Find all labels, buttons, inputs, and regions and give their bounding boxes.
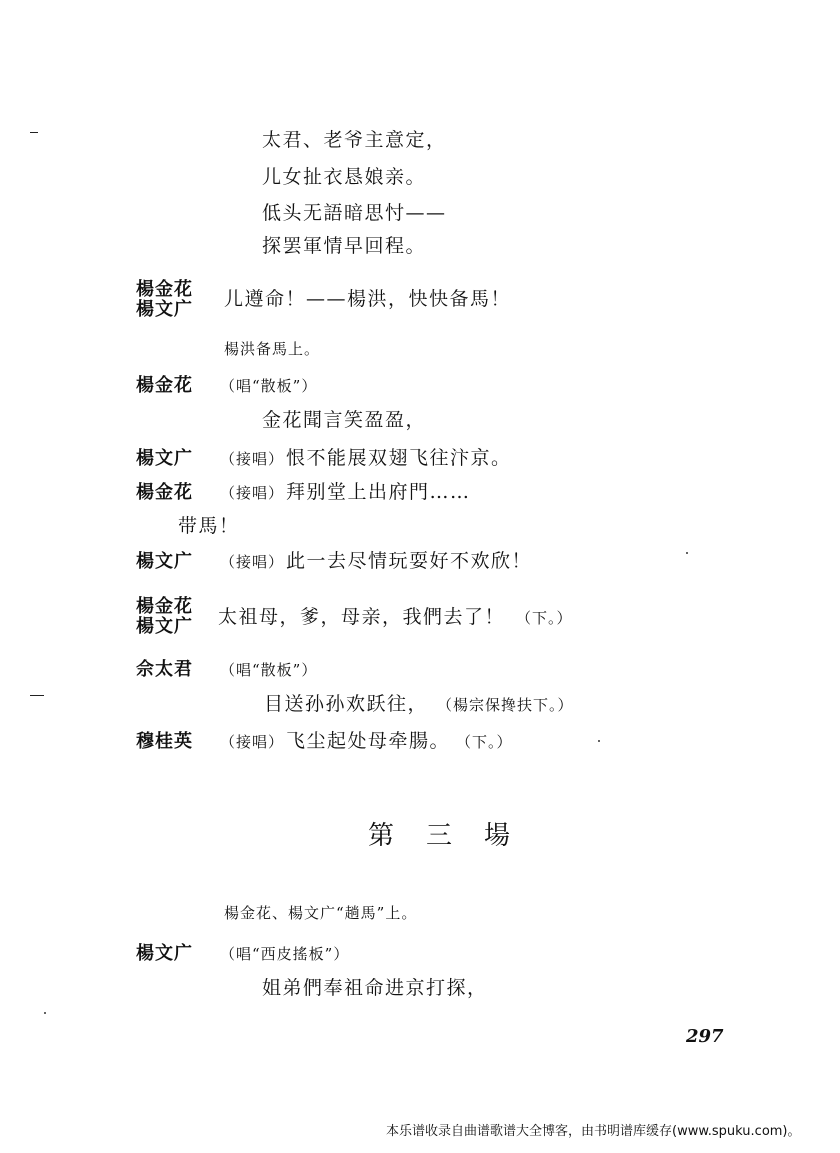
performance-note: （唱“西皮搖板”）: [220, 945, 350, 963]
verse-line: 恨不能展双翅飞往汴京。: [286, 447, 512, 469]
stage-direction: 楊金花、楊文广“趟馬”上。: [224, 904, 418, 922]
verse-line: 太君、老爷主意定，: [262, 129, 447, 151]
verse-line: 拜别堂上出府門……: [286, 481, 471, 503]
verse-line: 探罢軍情早回程。: [262, 235, 427, 257]
speaker-label: 穆桂英: [136, 731, 193, 752]
performance-note: （唱“散板”）: [220, 661, 318, 679]
speck: [598, 740, 600, 742]
speaker-label: 佘太君: [136, 659, 193, 680]
speck: [686, 552, 688, 554]
speaker-label: 楊金花: [136, 375, 193, 396]
stage-direction: （楊宗保搀扶下。）: [437, 696, 574, 714]
stage-direction: （下。）: [516, 609, 573, 627]
speaker-label: 楊文广: [136, 616, 193, 637]
speaker-label: 楊文广: [136, 943, 193, 964]
stage-direction: （下。）: [456, 733, 513, 751]
performance-note: （接唱）: [220, 484, 285, 502]
verse-line: 飞尘起处母牵腸。: [286, 730, 451, 752]
dialogue-line: 带馬！: [178, 515, 240, 537]
verse-line: 此一去尽情玩耍好不欢欣！: [286, 550, 533, 572]
speaker-label: 楊文广: [136, 299, 193, 320]
speaker-label: 楊文广: [136, 448, 193, 469]
verse-line: 儿女扯衣恳娘亲。: [262, 166, 427, 188]
dialogue-line: 儿遵命！——楊洪，快快备馬！: [224, 288, 512, 310]
margin-mark: [30, 132, 38, 133]
verse-line: 姐弟們奉祖命进京打探，: [262, 977, 488, 999]
verse-line: 金花聞言笑盈盈，: [262, 409, 427, 431]
speaker-label: 楊文广: [136, 551, 193, 572]
stage-direction: 楊洪备馬上。: [224, 340, 321, 358]
performance-note: （接唱）: [220, 733, 285, 751]
verse-line: 低头无語暗思忖——: [262, 202, 447, 224]
scene-title: 第三場: [368, 821, 543, 851]
page-number: 297: [686, 1026, 724, 1047]
verse-line: 目送孙孙欢跃往，: [264, 693, 429, 715]
speaker-label: 楊金花: [136, 482, 193, 503]
speaker-label: 楊金花: [136, 279, 193, 300]
margin-mark: [30, 695, 44, 696]
performance-note: （接唱）: [220, 553, 285, 571]
performance-note: （唱“散板”）: [220, 377, 318, 395]
speaker-label: 楊金花: [136, 596, 193, 617]
speck: [44, 1012, 46, 1014]
performance-note: （接唱）: [220, 450, 285, 468]
dialogue-line: 太祖母，爹，母亲，我們去了！: [218, 606, 506, 628]
footer-credit: 本乐谱收录自曲谱歌谱大全博客，由书明谱库缓存(www.spuku.com)。: [386, 1124, 801, 1139]
